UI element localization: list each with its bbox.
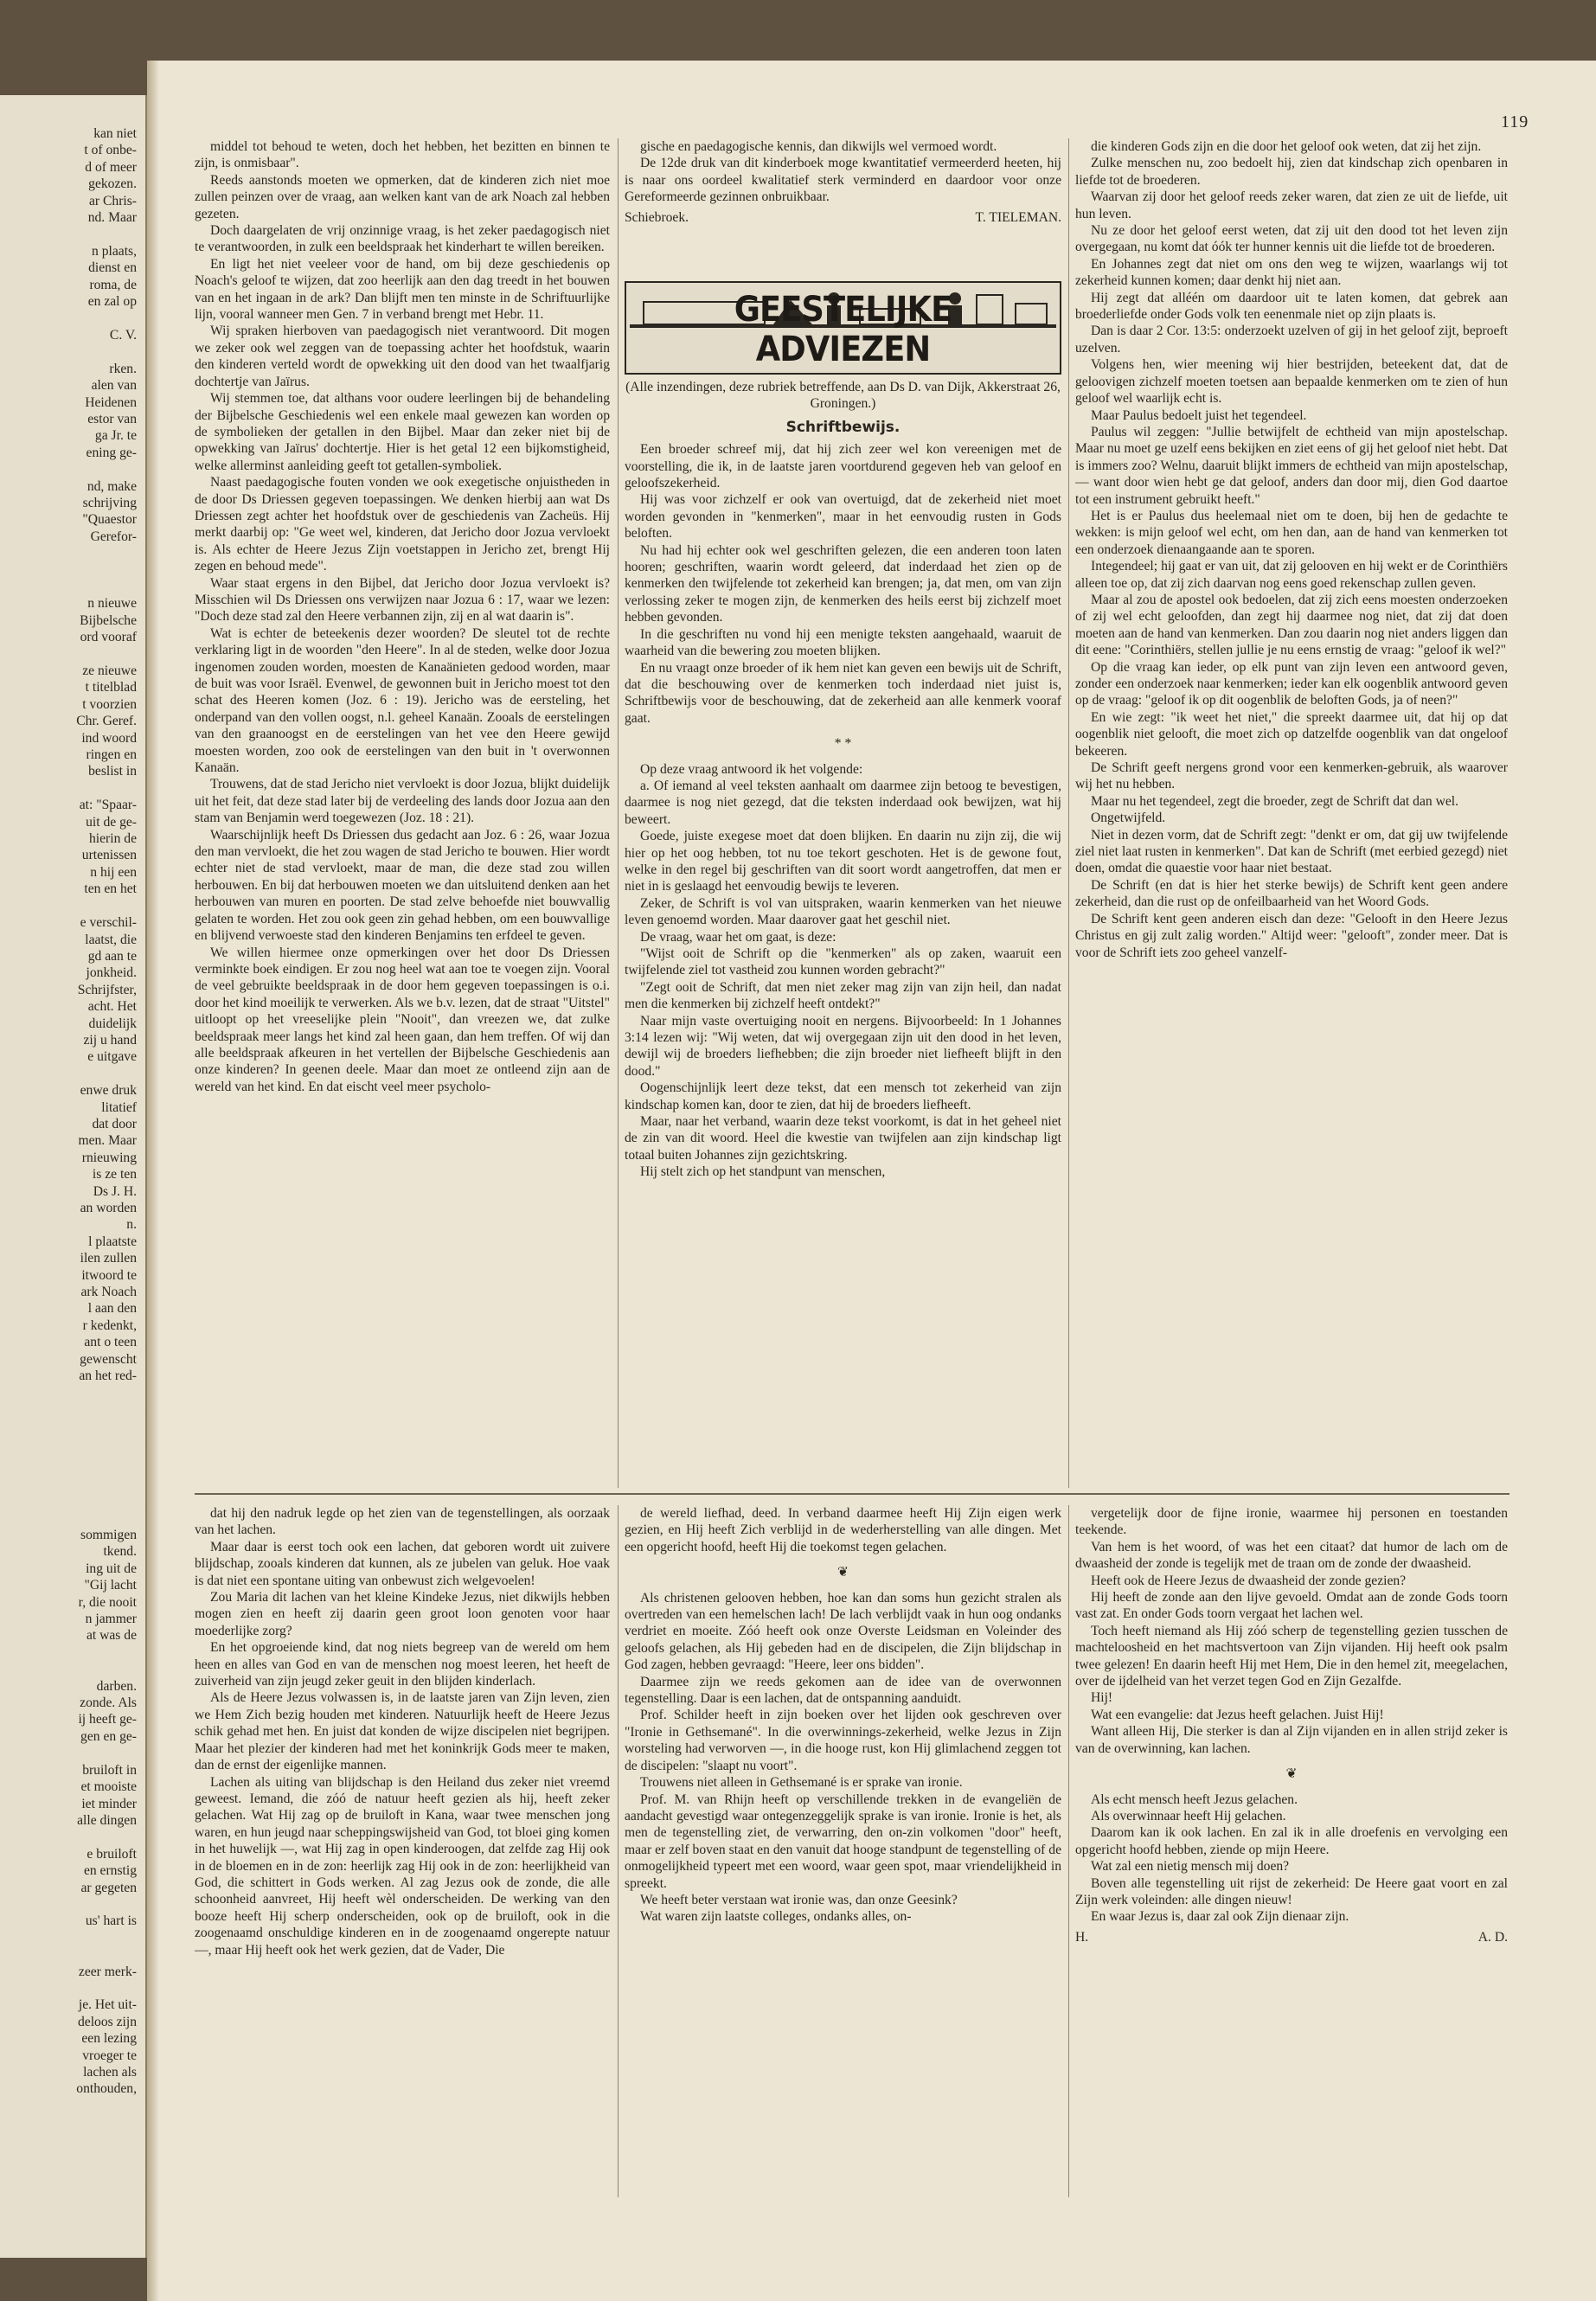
signature-place: Schiebroek.: [625, 209, 689, 225]
fragment-line: kan niet: [93, 126, 137, 141]
paragraph: die kinderen Gods zijn en die door het geloof ook weten, dat zij het zijn.: [1091, 139, 1482, 154]
fragment-line: t of onbe-: [84, 143, 137, 158]
paragraph: Niet in dezen vorm, dat de Schrift zegt: "denkt er om, dat gij uw twijfelende ziel niet laat rusten in kenmerken". Dat kan de Schrift (met eerbied gezegd) niet doen, omdat die quaestie voor haar niet bestaat.: [1075, 827, 1508, 876]
fragment-line: [0, 1644, 137, 1661]
paragraph: In die geschriften nu vond hij een menigte teksten aangehaald, waaruit de waarheid van die bewering zou moeten blijken.: [625, 626, 1061, 659]
fragment-line: [0, 1946, 137, 1963]
fragment-line: lachen als: [83, 2065, 137, 2080]
paragraph: Heeft ook de Heere Jezus de dwaasheid der zonde gezien?: [1091, 1573, 1407, 1588]
article-column-1-lower: [195, 1505, 610, 2197]
fragment-line: ga Jr. te: [94, 428, 137, 444]
fragment-line: iet minder: [81, 1796, 137, 1811]
paragraph: We willen hiermee onze opmerkingen over het door Ds Driessen verminkte boek eindigen. Er zou nog heel wat aan toe te voegen zijn. Vooral de veel gebruikte beeldspraak in de door hem gegeven toepassingen is o.i. door het kind moeilijk te verwerken. Als we b.v. lezen, dat de straat "Uitstel" uitloopt op het vreeselijke plein "Nooit", dan vreezen we, dat zulke beeldspraak meer langs het kind zal heen gaan, dan hem treffen. Of wij dan alle beeldspraak afkeuren in het vertellen der Bijbelsche Geschiedenis aan onze kinderen? In geenen deele. Maar dan moet ze ontleend zijn aan de wereld van het kind. En dat eischt veel meer psycholo-: [195, 945, 610, 1094]
fragment-line: hierin de: [89, 831, 137, 847]
paragraph: Trouwens, dat de stad Jericho niet vervloekt is door Jozua, blijkt duidelijk uit het feit, dat deze stad later bij de verdeeling des lands door Jozua aan den stam van Benjamin werd toegewezen (Joz. 18 : 21).: [195, 777, 610, 826]
fragment-line: Bijbelsche: [80, 612, 137, 628]
article-column-2-upper: [625, 379, 1061, 1488]
paragraph: Wat zal een nietig mensch mij doen?: [1091, 1859, 1290, 1875]
column-divider: [1068, 138, 1069, 1488]
fragment-line: Chr. Geref.: [76, 714, 137, 729]
fragment-line: dat door: [92, 1116, 137, 1131]
column-divider: [618, 1505, 619, 2197]
paragraph: Trouwens niet alleen in Gethsemané is er sprake van ironie.: [640, 1775, 963, 1791]
paragraph: En het opgroeiende kind, dat nog niets begreep van de wereld om hem heen en alles van God en van de menschen nog moest leeren, het heeft de zuiverheid van zijn jeugd zeker geuit in den blijden kinderlach.: [195, 1640, 610, 1689]
fragment-line: sommigen: [80, 1528, 137, 1542]
fragment-line: ing uit de: [86, 1561, 137, 1576]
fragment-line: Schrijfster,: [77, 982, 137, 997]
paragraph: Nu ze door het geloof eerst weten, dat zij uit den dood tot het leven zijn overgegaan, nu komt dat óók ter hunner kennis uit die liefde tot de broederen.: [1075, 223, 1508, 255]
fragment-line: deloos zijn: [78, 2014, 137, 2029]
paragraph: Prof. Schilder heeft in zijn boeken over het lijden ook geschreven over "Ironie in Gethsemané". In die overwinnings-zekerheid, welke Jezus in Zijn worsteling had verworven —, in die hooge rust, kon Hij glimlachend zeggen tot de discipelen: "slaapt nu voort".: [625, 1708, 1061, 1773]
paragraph: Maar al zou de apostel ook bedoelen, dat zij zich eens moesten onderzoeken of zij wel echt geloofden, dan zegt hij daarmee nog niet, dat zij dat doen moeten aan de hand van kenmerken. Dan zou daarin nog niet anders liggen dan dit eene: "Corinthiërs, stellen jullie je nu eens ernstig de vraag: "geloof ik wel?": [1075, 592, 1508, 658]
fragment-line: Heidenen: [85, 394, 137, 410]
fragment-line: dienst en: [88, 260, 137, 276]
fragment-line: nd, make: [87, 478, 137, 494]
paragraph: Zeker, de Schrift is vol van uitspraken, waarin kenmerken van het nieuwe leven genoemd worden. Maar daarover gaat het geschil niet.: [625, 895, 1061, 928]
paragraph: Als echt mensch heeft Jezus gelachen.: [1091, 1791, 1298, 1807]
fragment-line: gd aan te: [87, 948, 137, 964]
fragment-line: ilen zullen: [80, 1251, 137, 1266]
fragment-line: n hij een: [90, 864, 137, 880]
fragment-line: en zal op: [87, 294, 137, 310]
fragment-line: [0, 1930, 137, 1946]
paragraph: Op die vraag kan ieder, op elk punt van zijn leven een antwoord geven, zonder een onderzoek naar kenmerken; ieder kan elk oogenblik antwoord geven op de vraag: "geloof ik op dit oogenblik de beloften Gods, ja of neen?": [1075, 659, 1508, 708]
fragment-line: Gerefor-: [90, 529, 137, 544]
paragraph: Paulus wil zeggen: "Jullie betwijfelt de echtheid van mijn apostelschap. Maar nu moet ge uzelf eens bekijken en ziet eens of gij het geloof niet hebt. Dat is immers zoo? Welnu, daaruit blijkt immers de echtheid van mijn apostelschap, — want door wien hebt ge dat geloof, anders dan door mij, dien God daartoe tot een instrument gebruikt heeft.": [1075, 424, 1508, 507]
fragment-line: an het red-: [79, 1368, 137, 1384]
section-subheading: Schriftbewijs.: [785, 418, 901, 436]
paragraph: middel tot behoud te weten, doch het hebben, het bezitten en binnen te zijn, is onmisbaar".: [195, 139, 610, 171]
fragment-line: acht. Het: [87, 999, 137, 1015]
fragment-line: ark Noach: [80, 1285, 137, 1300]
fragment-line: jonkheid.: [86, 965, 137, 981]
fragment-line: ij heeft ge-: [78, 1712, 137, 1727]
fragment-line: je. Het uit-: [78, 1997, 137, 2013]
fragment-line: alen van: [91, 378, 137, 394]
fragment-line: r kedenkt,: [82, 1317, 137, 1333]
fragment-line: laatst, die: [85, 932, 137, 947]
banner-title: GEESTELIJKE ADVIEZEN: [734, 290, 952, 369]
ornament-icon: ❦: [836, 1565, 849, 1580]
fragment-line: at: "Spaar-: [79, 798, 137, 813]
fragment-line: nd. Maar: [87, 210, 137, 226]
fragment-line: e uitgave: [87, 1049, 137, 1065]
fragment-line: t titelblad: [85, 680, 137, 695]
banner-note: (Alle inzendingen, deze rubriek betreffende, aan Ds D. van Dijk, Akkerstraat 26, Groningen.): [625, 380, 1061, 412]
fragment-line: [0, 562, 137, 579]
article-column-3-lower: [1075, 1505, 1508, 2197]
paragraph: Hij was voor zichzelf er ook van overtuigd, dat de zekerheid niet moet worden gevonden in "kenmerken", maar in het eenvoudig rusten in Gods beloften.: [625, 492, 1061, 542]
paragraph: Nu had hij echter ook wel geschriften gelezen, die een anderen toon laten hooren; geschriften, waarin wordt geleerd, dat inderdaad het zien op de kenmerken den twijfelende tot zekerheid kan brengen; ja, dat men, om van zijn verlossing zeker te mogen zijn, de kenmerken des heils eerst bij zichzelf moet hebben gevonden.: [625, 542, 1061, 625]
paragraph: Maar nu het tegendeel, zegt die broeder, zegt de Schrift dat dan wel.: [1091, 793, 1458, 809]
paragraph: En Johannes zegt dat niet om ons den weg te wijzen, waarlangs wij tot zekerheid kunnen komen; daar denkt hij niet aan.: [1075, 256, 1508, 289]
fragment-line: ening ge-: [86, 445, 137, 460]
fragment-line: [0, 579, 137, 595]
paragraph: Goede, juiste exegese moet dat doen blijken. En daarin nu zijn zij, die wij hier op het oog hebben, tot nu toe tekort geschoten. Het is de gewone fout, welke in den regel bij geschriften van dit soort wordt aangetroffen, dat men er niet in is geslaagd het eenvoudig bewijs te leveren.: [625, 829, 1061, 894]
fragment-line: onthouden,: [76, 2081, 137, 2097]
fragment-line: alle dingen: [77, 1812, 137, 1828]
paragraph: Boven alle tegenstelling uit rijst de zekerheid: De Heere gaat voort en zal Zijn werk voleinden: alle dingen nieuw!: [1075, 1875, 1508, 1907]
left-column-fragments-lower: [0, 1527, 140, 2236]
paragraph: Op deze vraag antwoord ik het volgende:: [640, 761, 863, 777]
left-column-fragments-upper: [0, 125, 140, 1514]
paragraph: vergetelijk door de fijne ironie, waarmee hij personen en toestanden teekende.: [1075, 1506, 1508, 1538]
paragraph: gische en paedagogische kennis, dan dikwijls wel vermoed wordt.: [640, 139, 997, 154]
fragment-line: e bruiloft: [87, 1846, 137, 1862]
paragraph: Als overwinnaar heeft Hij gelachen.: [1091, 1808, 1286, 1823]
paragraph: Integendeel; hij gaat er van uit, dat zij gelooven en hij wekt er de Corinthiërs alleen toe op, dat zij zich daarvan nog eens goed rekenschap zullen geven.: [1075, 559, 1508, 591]
fragment-line: duidelijk: [88, 1016, 137, 1031]
fragment-line: tkend.: [103, 1544, 137, 1560]
article-column-3-upper: [1075, 138, 1508, 1488]
fragment-line: beslist in: [88, 764, 137, 779]
paragraph: En nu vraagt onze broeder of ik hem niet kan geven een bewijs uit de Schrift, dat die beschouwing over de kenmerken toch inderdaad niet juist is, Schriftbewijs voor de beschouwing, dat de zekerheid aan alle kenmerk vooraf gaat.: [625, 660, 1061, 726]
fragment-line: is ze ten: [92, 1167, 137, 1183]
paragraph: Maar daar is eerst toch ook een lachen, dat geboren wordt uit zuivere blijdschap, zooals kinderen dat kunnen, als ze jubelen van geluk. Hoe vaak is dat niet een spontane uiting van onbewust zich welgevoelen!: [195, 1539, 610, 1588]
paragraph: Hij stelt zich op het standpunt van menschen,: [640, 1164, 886, 1180]
fragment-line: l aan den: [87, 1301, 137, 1317]
fragment-line: gekozen.: [88, 176, 137, 192]
fragment-line: n plaats,: [92, 243, 137, 259]
fragment-line: [0, 461, 137, 478]
fragment-line: gewenscht: [80, 1351, 137, 1367]
signature-initial: H.: [1075, 1929, 1089, 1945]
paragraph: Hij!: [1091, 1690, 1113, 1706]
fragment-line: C. V.: [109, 327, 137, 343]
signature-line: [625, 209, 1061, 226]
paragraph: Wat is echter de beteekenis dezer woorden? De sleutel tot de rechte verklaring ligt in de woorden "den Heere". In al de steden, welke door Jozua ingenomen zouden worden, moesten de Kanaänieten gedood worden, maar de buit was voor Israël. Evenwel, de gewonnen buit in Jericho moest tot den schat des Heeren komen (Joz. 6 : 19). Jericho was de eersteling, het onderpand van den vollen oogst, n.l. geheel Kanaän. Zooals de eerstelingen van den graanoogst en de eerstelingen van het vee den Heere gewijd moesten worden, zoo ook de eerstelingen van den buit in 't overwonnen Kanaän.: [195, 625, 610, 776]
paragraph: Wij spraken hierboven van paedagogisch niet verantwoord. Dit mogen we zeker ook wel zeggen van de toepassing achter het hoofdstuk, waarin den kinderen verteld wordt de opwekking uit den dood van het twaalfjarig dochtertje van Jaïrus.: [195, 324, 610, 389]
fragment-line: [0, 310, 137, 326]
paragraph: Toch heeft niemand als Hij zóó scherp de tegenstelling gezien tusschen de machteloosheid en het machtsvertoon van Zijn vijanden. Hij heeft ook psalm twee gelezen! En daarin heeft Hij met Hem, Die in den hemel zit, meegelachen, over de ijdelheid van het verzet tegen God en Zijn Gezalfde.: [1075, 1623, 1508, 1689]
paragraph: Maar Paulus bedoelt juist het tegendeel.: [1091, 407, 1307, 423]
fragment-line: urtenissen: [81, 848, 137, 863]
paragraph: Wat een evangelie: dat Jezus heeft gelachen. Juist Hij!: [1091, 1707, 1384, 1722]
paragraph: Lachen als uiting van blijdschap is den Heiland dus zeker niet vreemd geweest. Iemand, die zóó de natuur heeft gezien als hij, heeft zeker gelachen. Wat Hij zag op de bruiloft in Kana, waar twee menschen jong waren, en hun jeugd naar scheppingswijsheid van God, tot bloei ging komen in het huwelijk —, wat Hij zag in open kinderoogen, dat zelfde zag Hij ook in de bloemen en in de zon: heerlijk zag Hij ook in de zon: heerlijkheid van God, die schittert in Gods werken. Al zag Jezus ook de zonde, die alle schoonheid aanvreet, Hij heeft wèl onderscheiden. De werking van den booze heeft Hij scherp onderscheiden, ook op de bruiloft, ook in die zoogenaamd onschuldige kinderen en in de zoogenaamd ongerepte natuur —, maar Hij heeft ook het werk gezien, dat de Vader, Die: [195, 1774, 610, 1958]
fragment-line: [0, 1066, 137, 1082]
fragment-line: litatief: [101, 1099, 137, 1115]
article-column-2-lower: [625, 1505, 1061, 2197]
fragment-line: [0, 226, 137, 242]
author-initials: A. D.: [1477, 1929, 1508, 1945]
closing-signature: [1075, 1929, 1508, 1945]
paragraph: Hij zegt dat alléén om daardoor uit te laten komen, dat gebrek aan broederliefde onder Gods volk ten eenenmale niet op zijn plaats is.: [1075, 290, 1508, 323]
fragment-line: ten en het: [84, 881, 137, 897]
paragraph: Volgens hen, wier meening wij hier bestrijden, beteekent dat, dat de geloovigen zichzelf moeten toetsen aan bepaalde kenmerken om te zien of hun geloof wel waarlijk echt is.: [1075, 357, 1508, 407]
fragment-line: roma, de: [89, 277, 137, 292]
paragraph: Dan is daar 2 Cor. 13:5: onderzoekt uzelven of gij in het geloof zijt, beproeft uzelven.: [1075, 324, 1508, 356]
fragment-line: [0, 898, 137, 914]
page-number: 119: [1501, 112, 1529, 131]
fragment-line: ind woord: [81, 730, 137, 746]
fragment-line: "Gij lacht: [84, 1578, 137, 1593]
fragment-line: ant o teen: [84, 1335, 137, 1350]
fragment-line: [0, 1661, 137, 1677]
fragment-line: an worden: [80, 1201, 137, 1215]
fragment-line: n.: [126, 1217, 137, 1233]
fragment-line: darben.: [96, 1678, 137, 1694]
paragraph: "Wijst ooit de Schrift op die "kenmerken" als op zaken, waaruit een twijfelende ziel tot vastheid zou kunnen worden gebracht?": [625, 946, 1061, 978]
fragment-line: [0, 646, 137, 663]
fragment-line: r, die nooit: [78, 1594, 137, 1610]
paragraph: dat hij den nadruk legde op het zien van de tegenstellingen, als oorzaak van het lachen.: [195, 1506, 610, 1538]
paragraph: Hij heeft de zonde aan den lijve gevoeld. Omdat aan de zonde Gods toorn vast zat. En onder Gods toorn vergaat het lachen wel.: [1075, 1590, 1508, 1622]
paragraph: Ongetwijfeld.: [1091, 811, 1166, 826]
fragment-line: [0, 545, 137, 561]
page-fold-shadow: [147, 61, 159, 2301]
horizontal-divider: [195, 1493, 1509, 1495]
paragraph: Het is er Paulus dus heelemaal niet om te doen, bij hen de gedachte te wekken: is mijn geloof wel echt, om hen dan, aan de hand van kenmerken tot een onderzoek dienaangaande aan te sporen.: [1075, 508, 1508, 557]
paragraph: Van hem is het woord, of was het een citaat? dat humor de lach om de dwaasheid der zonde is tegelijk met de traan om de zonde der dwaasheid.: [1075, 1539, 1508, 1572]
fragment-line: ord vooraf: [80, 630, 137, 645]
fragment-line: [0, 1829, 137, 1845]
fragment-line: enwe druk: [80, 1083, 137, 1099]
fragment-line: [0, 1980, 137, 1997]
fragment-line: ar gegeten: [80, 1880, 137, 1895]
paragraph: Zou Maria dit lachen van het kleine Kindeke Jezus, niet dikwijls hebben mogen zien en heeft zij daarin geen groot loon genoten voor haar moederlijke zorg?: [195, 1590, 610, 1638]
fragment-line: Ds J. H.: [93, 1183, 137, 1199]
paragraph: En wie zegt: "ik weet het niet," die spreekt daarmee uit, dat hij op dat oogenblik niet gelooft, die moet zich op datzelfde oogenblik van dat ongeloof bekeeren.: [1075, 709, 1508, 759]
asterism: * *: [834, 736, 852, 752]
section-banner: [625, 281, 1061, 375]
paragraph: Als de Heere Jezus volwassen is, in de laatste jaren van Zijn leven, zien we Hem Zich bezig houden met kinderen. Natuurlijk heeft de Heere Jezus schik gehad met hen. En juist dat konden de wijze discipelen niet begrijpen. Maar het plezier der kinderen had met het koninkrijk Gods meer te maken, dan de ernst der eigenlijke mannen.: [195, 1690, 610, 1773]
fragment-line: schrijving: [82, 495, 137, 510]
fragment-line: at was de: [86, 1628, 137, 1644]
paragraph: De vraag, waar het om gaat, is deze:: [640, 929, 836, 945]
fragment-line: n nieuwe: [87, 596, 137, 612]
paragraph: Wat waren zijn laatste colleges, ondanks alles, on-: [640, 1909, 912, 1925]
fragment-line: gen en ge-: [80, 1728, 137, 1744]
fragment-line: [0, 343, 137, 360]
fragment-line: et mooiste: [80, 1779, 137, 1795]
paragraph: Wij stemmen toe, dat althans voor oudere leerlingen bij de behandeling der Bijbelsche Geschiedenis wel een enkele maal gewezen kan worden op de symbolieken der getallen in den Bijbel. Maar dan zeker niet bij de opwekking van Jaïrus' dochtertje. Hier is het getal 12 een bijkomstigheid, welke allerminst aanleiding geeft tot getallen-symboliek.: [195, 391, 610, 473]
paragraph: Een broeder schreef mij, dat hij zich zeer wel kon vereenigen met de voorstelling, die ik, in de laatste jaren voortdurend gegeven heb van geloof en geloofszekerheid.: [625, 442, 1061, 491]
paragraph: Waarschijnlijk heeft Ds Driessen dus gedacht aan Joz. 6 : 26, waar Jozua den man vervloekt, die het zou wagen de stad Jericho te bouwen. Hier wordt echter niet de stad vervloekt, maar de man, die deze stad zou willen herbouwen. En bij dat herbouwen moeten we dan uitsluitend denken aan het herbouwen van muren en poorten. De stad zelve behoefde niet bouwvallig gelaten te worden. Het zou ook geen zin gehad hebben, om een bouwvallige en blijvend verwoeste stad den kinderen Benjamins ten erfdeel te geven.: [195, 827, 610, 944]
fragment-line: estor van: [87, 411, 137, 426]
fragment-line: men. Maar: [78, 1133, 137, 1149]
fragment-line: vroeger te: [82, 2048, 137, 2063]
paragraph: Doch daargelaten de vrij onzinnige vraag, is het zeker paedagogisch niet te verantwoorden, in zulk een beeldspraak het kinderhart te willen bereiken.: [195, 223, 610, 255]
fragment-line: n jammer: [85, 1612, 137, 1627]
fragment-line: een lezing: [81, 2031, 137, 2047]
paragraph: Want alleen Hij, Die sterker is dan al Zijn vijanden en in allen strijd zeker is van de overwinning, kan lachen.: [1075, 1724, 1508, 1756]
paragraph: De Schrift (en dat is hier het sterke bewijs) de Schrift kent geen andere zekerheid, dan die rust op de onfeilbaarheid van het Woord Gods.: [1075, 877, 1508, 910]
fragment-line: rken.: [109, 361, 137, 376]
paragraph: Naast paedagogische fouten vonden we ook exegetische onjuistheden in de door Ds Driessen gegeven toepassingen. We denken hierbij aan wat Ds Driessen zegt achter het hoofdstuk over de geschiedenis van Zacheüs. Hij merkt daarbij op: "Ge weet wel, kinderen, dat Jericho door Jozua vervloekt is. Als echter de Heere Jezus Zijn voetstappen in Jericho zet, brengt Hij zegen en behoud mede".: [195, 475, 610, 574]
fragment-line: ar Chris-: [89, 193, 137, 208]
column-divider: [618, 138, 619, 1488]
paragraph: Prof. M. van Rhijn heeft op verschillende trekken in de evangeliën de aandacht gevestigd waar ontegenzeggelijk sprake is van ironie. Ironie is het, als men de tegenstelling ziet, de verwarring, den on-zin volkomen "door" heeft, maar er zelf boven staat en den vanuit dat hooge standpunt de tegenstelling of de onmogelijkheid typeert met een woord, waar geen spot, maar vriendelijkheid in spreekt.: [625, 1791, 1061, 1891]
paragraph: Waarvan zij door het geloof reeds zeker waren, dat zien ze uit de liefde, uit hun leven.: [1075, 189, 1508, 221]
paragraph: De 12de druk van dit kinderboek moge kwantitatief vermeerderd heeten, hij is naar ons oordeel kwalitatief sterk verminderd en daardoor voor onze Gereformeerde gezinnen onbruikbaar.: [625, 156, 1061, 205]
paragraph: Als christenen gelooven hebben, hoe kan dan soms hun gezicht stralen als overtreden van een hemelschen lach! De lach verblijdt vaak in hun oog ondanks verdriet en moeite. Zóó heeft ook onze Overste Leidsman en Voleinder des geloofs gelachen, als Hij gebeden had en de discipelen, die Zijn blijdschap in God zagen, hebben gevraagd: "Heere, leer ons bidden".: [625, 1590, 1061, 1673]
paragraph: We heeft beter verstaan wat ironie was, dan onze Geesink?: [640, 1892, 958, 1907]
fragment-line: ringen en: [86, 747, 137, 763]
paragraph: Reeds aanstonds moeten we opmerken, dat de kinderen zich niet moe zullen peinzen over de vraag, aan welken kant van de ark Noach zal hebben gezeten.: [195, 172, 610, 221]
ornament-icon: ❦: [1285, 1766, 1298, 1782]
fragment-line: zij u hand: [83, 1032, 137, 1048]
fragment-line: en ernstig: [83, 1863, 137, 1879]
paragraph: Naar mijn vaste overtuiging nooit en nergens. Bijvoorbeeld: In 1 Johannes 3:14 lezen wij: "Wij weten, dat wij overgegaan zijn uit den dood in het leven, dewijl wij de broeders liefhebben; die zijn broeder niet liefheeft blijft in den dood.": [625, 1013, 1061, 1079]
fragment-line: "Quaestor: [82, 512, 137, 528]
fragment-line: itwoord te: [81, 1267, 137, 1283]
paragraph: "Zegt ooit de Schrift, dat men niet zeker mag zijn van zijn heil, dan nadat men die kenmerken bij zichzelf heeft ontdekt?": [625, 979, 1061, 1012]
fragment-line: [0, 1896, 137, 1913]
fragment-line: rnieuwing: [81, 1150, 137, 1165]
fragment-line: e verschil-: [80, 915, 137, 931]
column-divider: [1068, 1505, 1069, 2197]
paragraph: Daarmee zijn we reeds gekomen aan de idee van de overwonnen tegenstelling. Daar is een lachen, dat de ontspanning aanduidt.: [625, 1674, 1061, 1707]
fragment-line: uit de ge-: [86, 814, 137, 830]
fragment-line: zonde. Als: [80, 1695, 137, 1711]
paragraph: de wereld liefhad, deed. In verband daarmee heeft Hij Zijn eigen werk gezien, en Hij heeft Zich verblijd in de wederherstelling van alle dingen. Met een opgericht hoofd, heeft Hij die toekomst tegen gelachen.: [625, 1506, 1061, 1554]
fragment-line: t voorzien: [82, 696, 137, 712]
paragraph: De Schrift kent geen anderen eisch dan deze: "Gelooft in den Heere Jezus Christus en gij zult zalig worden." Altijd weer: "gelooft", zonder meer. Dat is voor de Schrift iets zoo geheel vanzelf-: [1075, 911, 1508, 960]
fragment-line: d of meer: [85, 159, 137, 175]
paragraph: Zulke menschen nu, zoo bedoelt hij, zien dat kindschap zich openbaren in liefde tot de broederen.: [1075, 156, 1508, 188]
fragment-line: [0, 1745, 137, 1761]
fragment-line: [0, 780, 137, 797]
paragraph: Oogenschijnlijk leert deze tekst, dat een mensch tot zekerheid van zijn kindschap komen kan, door te zien, dat hij de broeders liefheeft.: [625, 1080, 1061, 1112]
article-column-1-upper: [195, 138, 610, 1488]
paragraph: Waar staat ergens in den Bijbel, dat Jericho door Jozua vervloekt is? Misschien wil Ds Driessen ons verwijzen naar Jozua 6 : 17, waar we lezen: "Doch deze stad zal den Heere verbannen zijn, zij en al wat daarin is".: [195, 575, 610, 625]
paragraph: a. Of iemand al veel teksten aanhaalt om daarmee zijn betoog te bevestigen, daarmee is nog niet gezegd, dat die teksten inderdaad ook bewijzen, wat hij beweert.: [625, 778, 1061, 827]
fragment-line: l plaatste: [88, 1234, 137, 1249]
fragment-line: us' hart is: [85, 1913, 137, 1929]
paragraph: De Schrift geeft nergens grond voor een kenmerken-gebruik, als waarover wij het nu hebben.: [1075, 760, 1508, 792]
signature-name: T. TIELEMAN.: [975, 209, 1061, 225]
fragment-line: bruiloft in: [82, 1762, 137, 1778]
paragraph: En waar Jezus is, daar zal ook Zijn dienaar zijn.: [1091, 1909, 1349, 1925]
article-column-2-upper-intro: [625, 138, 1061, 281]
paragraph: Daarom kan ik ook lachen. En zal ik in alle droefenis en vervolging een opgericht hoofd hebben, ziende op mijn Heere.: [1075, 1825, 1508, 1857]
paragraph: Maar, naar het verband, waarin deze tekst voorkomt, is dat in het geheel niet de zin van dit woord. Heel die kwestie van twijfelen aan zijn kindschap ligt totaal buiten Johannes zijn gezichtskring.: [625, 1114, 1061, 1163]
fragment-line: zeer merk-: [78, 1964, 137, 1979]
paragraph: En ligt het niet veeleer voor de hand, om bij deze geschiedenis op Noach's geloof te wijzen, dat zoo heerlijk aan den dag treedt in het bouwen van en het ingaan in de ark? Dan blijft men ten minste in de Schriftuurlijke lijn, vooral wanneer men Gen. 7 in verband brengt met Hebr. 11.: [195, 256, 610, 323]
fragment-line: ze nieuwe: [82, 663, 137, 678]
